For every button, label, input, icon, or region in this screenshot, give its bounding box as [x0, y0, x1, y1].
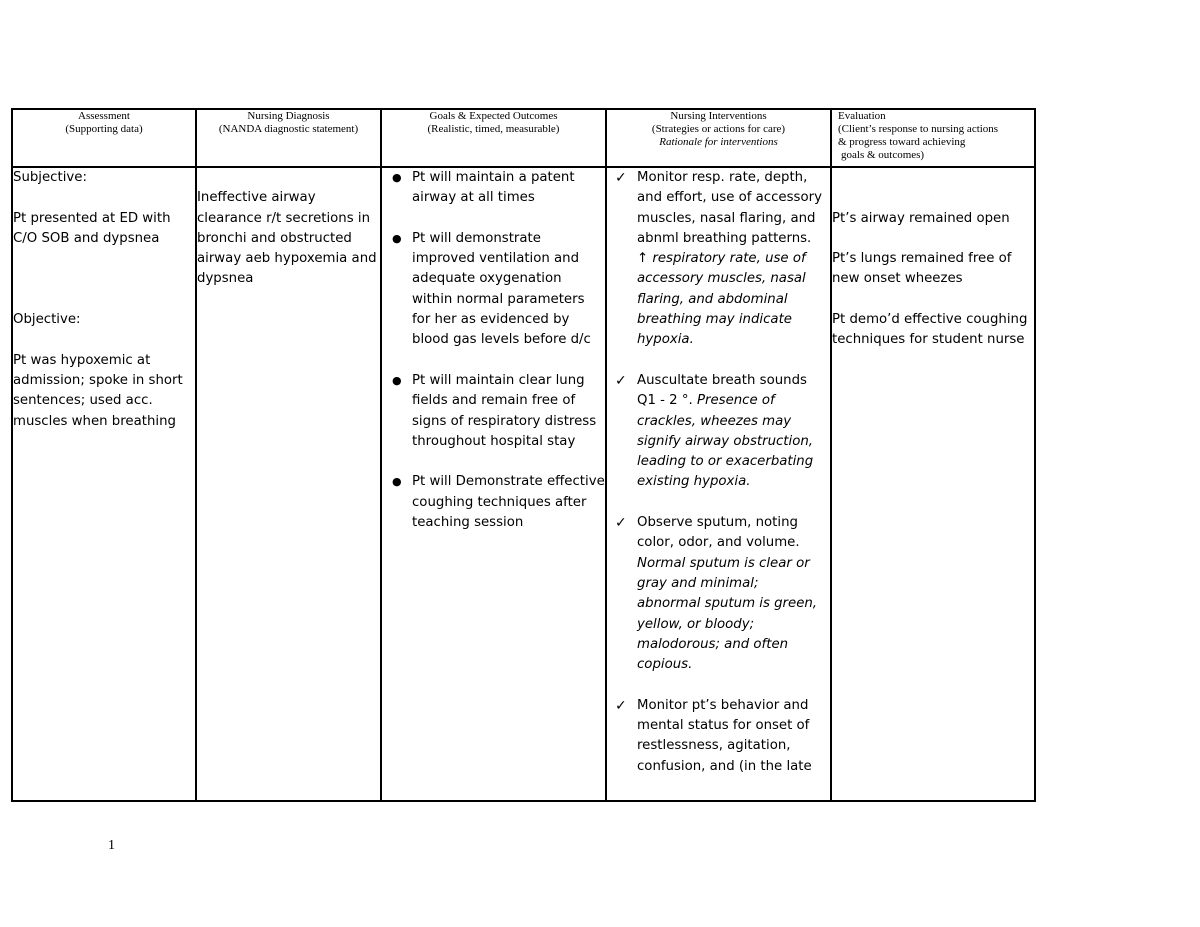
evaluation-item: Pt’s lungs remained free of new onset wheezes [832, 251, 1012, 287]
rationale-text: Normal sputum is clear or gray and minimal; abnormal sputum is green, yellow, or bloody; malodorous; and often copious. [637, 555, 818, 673]
header-diagnosis: Nursing Diagnosis (NANDA diagnostic statement) [196, 109, 381, 167]
bullet-icon: ● [392, 231, 402, 245]
header-evaluation: Evaluation (Client’s response to nursing actions & progress toward achieving goals & outcomes) [831, 109, 1035, 167]
intervention-item: ✓ Observe sputum, noting color, odor, and volume. Normal sputum is clear or gray and minimal; abnormal sputum is green, yellow, or bloody; malodorous; and often copious. [615, 515, 818, 673]
evaluation-cell [831, 167, 1035, 801]
rationale-text: ↑ respiratory rate, use of accessory muscles, nasal flaring, and abdominal breathing may indicate hypoxia. [637, 251, 806, 348]
intervention-item: ✓ Auscultate breath sounds Q1 - 2 °. Presence of crackles, wheezes may signify airway obstruction, leading to or exacerbating existing hypoxia. [615, 372, 814, 490]
header-goals: Goals & Expected Outcomes (Realistic, timed, measurable) [381, 109, 606, 167]
rationale-text: Presence of crackles, wheezes may signify airway obstruction, leading to or exacerbating existing hypoxia. [637, 393, 814, 490]
diagnosis-cell [196, 167, 381, 801]
evaluation-item: Pt demo’d effective coughing techniques for student nurse [832, 312, 1028, 348]
goal-item: ● Pt will Demonstrate effective coughing techniques after teaching session [392, 474, 605, 531]
goal-item: ● Pt will maintain a patent airway at all times [392, 170, 575, 206]
header-interventions: Nursing Interventions (Strategies or actions for care) Rationale for interventions [606, 109, 831, 167]
goal-item: ● Pt will demonstrate improved ventilation and adequate oxygenation within normal parameters for her as evidenced by blood gas levels before d/c [392, 230, 591, 348]
intervention-item: ✓ Monitor resp. rate, depth, and effort, use of accessory muscles, nasal flaring, and abnml breathing patterns. ↑ respiratory rate, use of accessory muscles, nasal flaring, and abdominal breathing may indicate hypoxia. [615, 170, 822, 348]
checkmark-icon: ✓ [615, 697, 627, 714]
goal-item: ● Pt will maintain clear lung fields and remain free of signs of respiratory distress throughout hospital stay [392, 372, 597, 449]
bullet-icon: ● [392, 475, 402, 489]
checkmark-icon: ✓ [615, 515, 627, 532]
subjective-text: Pt presented at ED with C/O SOB and dypsnea [13, 210, 171, 246]
content-row [12, 167, 1035, 801]
header-rationale: Rationale for interventions [659, 136, 778, 148]
interventions-list [609, 168, 826, 777]
checkmark-icon: ✓ [615, 170, 627, 186]
interventions-cell [606, 167, 831, 801]
checkmark-icon: ✓ [615, 372, 627, 389]
care-plan-table [11, 108, 1036, 802]
page-number: 1 [108, 838, 115, 853]
goals-list [384, 168, 605, 533]
goals-cell [381, 167, 606, 801]
objective-label: Objective: [13, 312, 81, 328]
header-assessment: Assessment (Supporting data) [12, 109, 196, 167]
assessment-cell [12, 167, 196, 801]
intervention-item: ✓ Monitor pt’s behavior and mental status for onset of restlessness, agitation, confusion, and (in the late [615, 697, 812, 774]
diagnosis-text: Ineffective airway clearance r/t secretions in bronchi and obstructed airway aeb hypoxemia and dypsnea [197, 190, 377, 287]
bullet-icon: ● [392, 171, 402, 184]
objective-text: Pt was hypoxemic at admission; spoke in short sentences; used acc. muscles when breathing [13, 352, 183, 429]
evaluation-item: Pt’s airway remained open [832, 210, 1010, 226]
subjective-label: Subjective: [13, 170, 87, 185]
bullet-icon: ● [392, 373, 402, 387]
header-row [12, 109, 1035, 167]
